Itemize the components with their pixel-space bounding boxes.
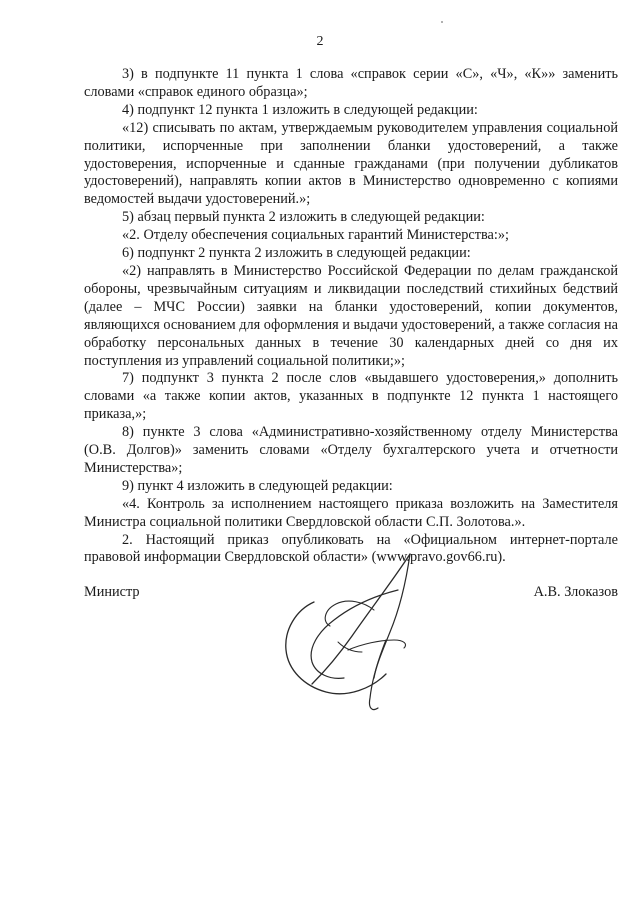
paragraph-quote-12: «12) списывать по актам, утверждаемым руководителем управления социальной политики, испорченные при заполнении бланки удостоверений, а также удостоверения, испорченные и сданные гражданами (при получении дубликатов удостоверений), направлять копии актов в Министерство одновременно с копиями ведомостей выдачи удостоверений.»; xyxy=(84,119,618,208)
paragraph-item-8: 8) пункте 3 слова «Административно-хозяйственному отделу Министерства (О.В. Долгов)» заменить словами «Отделу бухгалтерского учета и отчетности Министерства»; xyxy=(84,424,618,476)
paragraph-quote-2: «2. Отделу обеспечения социальных гарантий Министерства:»; xyxy=(122,227,509,244)
paragraph-item-4: 4) подпункт 12 пункта 1 изложить в следующей редакции: xyxy=(122,101,478,118)
paragraph-item-3: 3) в подпункте 11 пункта 1 слова «справок серии «С», «Ч», «К»» заменить словами «справок единого образца»; xyxy=(84,66,618,100)
signatory-position: Министр xyxy=(84,584,140,600)
handwritten-signature xyxy=(278,548,438,718)
paragraph-quote-2-2: «2) направлять в Министерство Российской Федерации по делам гражданской обороны, чрезвычайным ситуациям и ликвидации последствий стихийных бедствий (далее – МЧС России) заявки на бланки удостоверений, копии документов, являющихся основанием для оформления и выдачи удостоверений, а также согласия на обработку персональных данных в течение 30 календарных дней со дня их поступления из управлений социальной политики;»; xyxy=(84,262,619,369)
paragraph-item-9: 9) пункт 4 изложить в следующей редакции: xyxy=(122,477,393,494)
paragraph-item-5: 5) абзац первый пункта 2 изложить в следующей редакции: xyxy=(122,209,485,226)
signatory-name: А.В. Злоказов xyxy=(533,584,618,600)
page-number: 2 xyxy=(316,34,324,49)
paragraph-item-6: 6) подпункт 2 пункта 2 изложить в следующей редакции: xyxy=(122,245,471,262)
paragraph-publish: 2. Настоящий приказ опубликовать на «Официальном интернет-портале правовой информации Свердловской области» (www.pravo.gov66.ru). xyxy=(84,531,618,566)
document-body xyxy=(84,66,618,567)
scan-speck xyxy=(441,21,443,23)
paragraph-quote-4: «4. Контроль за исполнением настоящего приказа возложить на Заместителя Министра социальной политики Свердловской области С.П. Золотова.». xyxy=(84,495,618,530)
paragraph-item-7: 7) подпункт 3 пункта 2 после слов «выдавшего удостоверения,» дополнить словами «а также копии актов, указанных в подпункте 12 пункта 1 настоящего приказа,»; xyxy=(84,370,618,423)
